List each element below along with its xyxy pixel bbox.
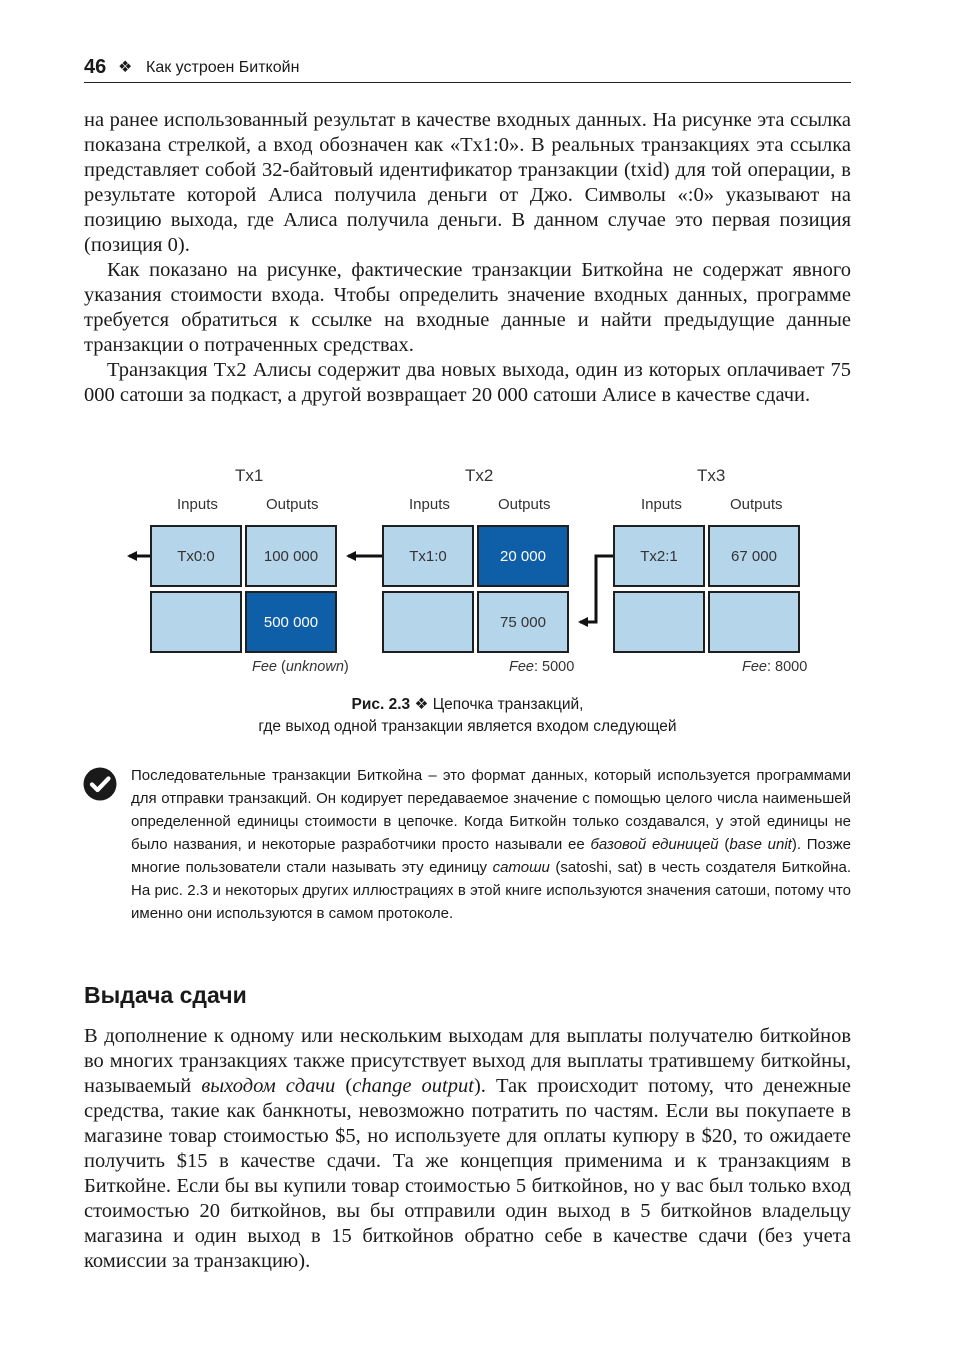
running-title: Как устроен Биткойн bbox=[146, 59, 300, 76]
tx1-title: Tx1 bbox=[235, 466, 264, 485]
page-number: 46 bbox=[84, 56, 107, 78]
ornament-icon: ❖ bbox=[118, 59, 133, 76]
transaction-chain-diagram bbox=[120, 462, 820, 687]
tx1-input-1-label: Tx0:0 bbox=[177, 547, 215, 565]
tx3-output-1-label: 67 000 bbox=[731, 547, 777, 565]
tx1-output-1-label: 100 000 bbox=[263, 547, 319, 565]
tx3-input-1-label: Tx2:1 bbox=[640, 547, 678, 565]
tx2-title: Tx2 bbox=[465, 466, 494, 485]
tx3-outputs-label: Outputs bbox=[730, 496, 783, 513]
running-header bbox=[84, 56, 851, 83]
caption-line-2: где выход одной транзакции является входом следующей bbox=[258, 718, 677, 735]
paragraph-2: Как показано на рисунке, фактические транзакции Биткойна не содержат явного указания стоимости входа. Чтобы определить значение входных данных, программе требуется обратиться к ссылке на входные данные и найти предыдущие данные транзакции о потраченных средствах. bbox=[84, 259, 851, 356]
tx2-fee-label: Fee bbox=[509, 659, 534, 675]
tx2-output-2-label: 75 000 bbox=[500, 613, 546, 631]
section-paragraph: В дополнение к одному или нескольким выходам для выплаты получателю биткойнов во многих транзакциях также присутствует выход для выплаты тратившему биткойны, называемый выходом сдачи (change output). Так происходит потому, что денежные средства, такие как банкноты, невозможно потратить по частям. Если вы покупаете в магазине товар стоимостью $5, но используете для оплаты купюру в $20, то ожидаете получить $15 в качестве сдачи. Та же концепция применима и к транзакциям в Биткойне. Если бы вы купили товар стоимостью 5 биткойнов, но у вас был только вход стоимостью 20 биткойнов, вы бы отправили один выход в 5 биткойнов владельцу магазина и один выход в 15 биткойнов обратно себе в качестве сдачи (без учета комиссии за транзакцию). bbox=[84, 1025, 851, 1272]
paragraph-3: Транзакция Tx2 Алисы содержит два новых выхода, один из которых оплачивает 75 000 сатоши за подкаст, а другой возвращает 20 000 сатоши Алисе в качестве сдачи. bbox=[84, 359, 851, 406]
tx1-fee-label: Fee bbox=[252, 659, 277, 675]
tx1-fee: Fee (unknown) bbox=[252, 659, 349, 675]
tx1-inputs-label: Inputs bbox=[177, 496, 218, 513]
tx3-fee-label: Fee bbox=[742, 659, 767, 675]
paragraph-1: на ранее использованный результат в качестве входных данных. На рисунке эта ссылка показана стрелкой, а вход обозначен как «Tx1:0». В реальных транзакциях эта ссылка представляет собой 32-байтовый идентификатор транзакции (txid) для той операции, в результате которой Алиса получила деньги от Джо. Символы «:0» указывают на позицию выхода, где Алиса получила деньги. В данном случае это первая позиция (позиция 0). bbox=[84, 109, 851, 256]
section-heading: Выдача сдачи bbox=[84, 982, 247, 1008]
tx2-fee-value: : 5000 bbox=[534, 659, 575, 675]
reference-arrows bbox=[120, 462, 820, 687]
tx1-fee-value: unknown bbox=[285, 659, 344, 675]
figure-caption bbox=[84, 694, 851, 738]
tx3-title: Tx3 bbox=[697, 466, 726, 485]
caption-text-1: Цепочка транзакций, bbox=[432, 696, 584, 713]
tx1-outputs-label: Outputs bbox=[266, 496, 319, 513]
caption-label: Рис. 2.3 bbox=[351, 696, 411, 713]
tx2-inputs-label: Inputs bbox=[409, 496, 450, 513]
checkmark-circle-icon bbox=[83, 767, 117, 801]
tx2-output-1-label: 20 000 bbox=[500, 547, 546, 565]
tx2-input-1-label: Tx1:0 bbox=[409, 547, 447, 565]
note-text: Последовательные транзакции Биткойна – это формат данных, который используется программами для отправки транзакций. Он кодирует передаваемое значение с помощью целого числа наименьшей определенной единицы стоимости в цепочке. Когда Биткойн только создавался, у этой единицы не было названия, и некоторые разработчики просто называли ее базовой единицей (base unit). Позже многие пользователи стали называть эту единицу сатоши (satoshi, sat) в честь создателя Биткойна. На рис. 2.3 и некоторых других иллюстрациях в этой книге используются значения сатоши, потому что именно они используются в самом протоколе. bbox=[131, 767, 851, 922]
caption-ornament-icon: ❖ bbox=[414, 696, 429, 713]
arrow-tx3-to-tx2 bbox=[580, 556, 613, 622]
tx3-inputs-label: Inputs bbox=[641, 496, 682, 513]
tx2-outputs-label: Outputs bbox=[498, 496, 551, 513]
caption-line-1 bbox=[84, 694, 851, 716]
tx3-fee-value: : 8000 bbox=[767, 659, 808, 675]
tx1-output-2-label: 500 000 bbox=[263, 613, 319, 631]
